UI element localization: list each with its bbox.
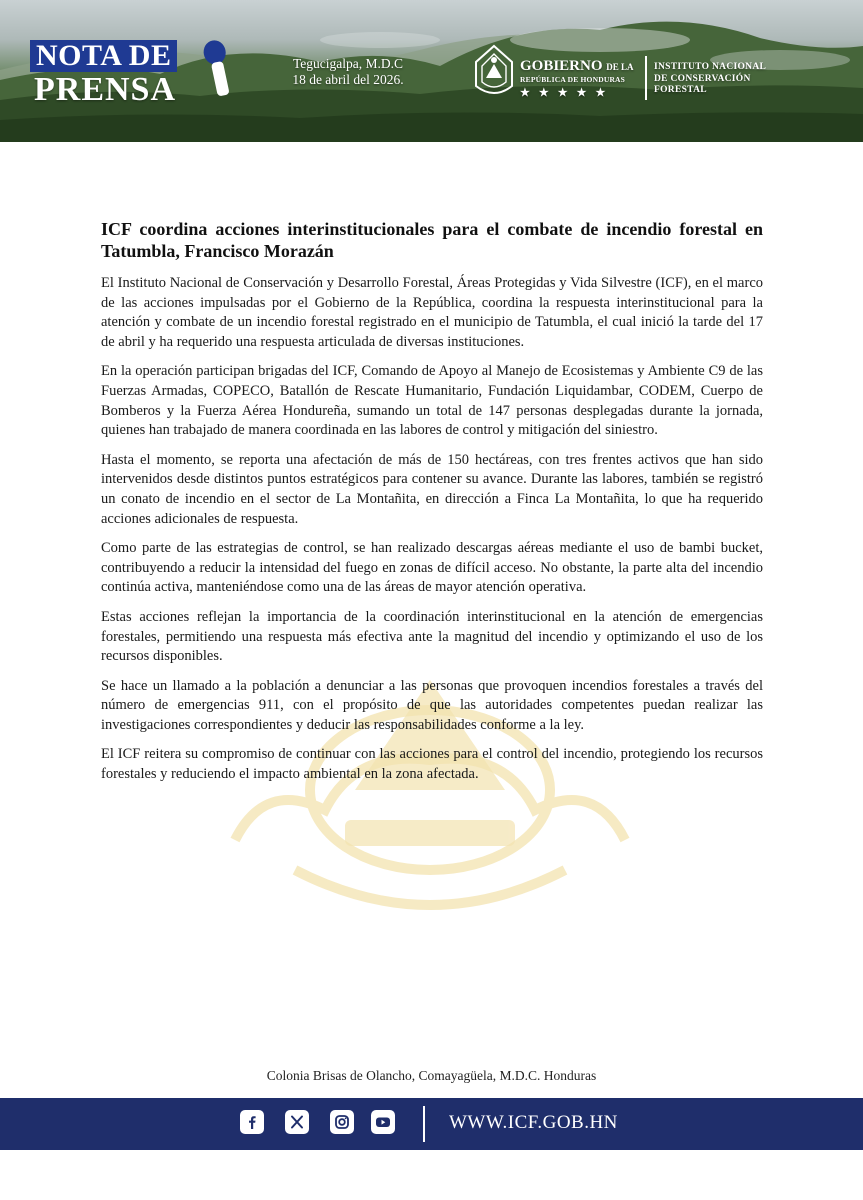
facebook-icon[interactable] <box>240 1110 264 1134</box>
logo-line1: NOTA DE <box>30 40 177 72</box>
paragraph: Estas acciones reflejan la importancia de la coordinación interinstitucional en la atención de emergencias forestales, permitiendo una respuesta más efectiva ante la magnitud del incendio y optimizando el uso de los recursos disponibles. <box>101 608 763 665</box>
icf-line3: FORESTAL <box>654 85 707 95</box>
youtube-icon[interactable] <box>371 1110 395 1134</box>
gov-de-la: DE LA <box>606 62 634 72</box>
header-banner <box>0 0 863 142</box>
icf-line2: DE CONSERVACIÓN <box>654 73 751 84</box>
gov-main: GOBIERNO <box>520 58 603 74</box>
nota-de-prensa-logo <box>30 38 235 108</box>
icf-line1: INSTITUTO NACIONAL <box>654 62 767 72</box>
headline: ICF coordina acciones interinstitucionales para el combate de incendio forestal en Tatumbla, Francisco Morazán <box>101 219 763 261</box>
paragraph: Como parte de las estrategias de control, se han realizado descargas aéreas mediante el uso de bambi bucket, contribuyendo a reducir la intensidad del fuego en zonas de difícil acceso. No obstante, la parte alta del incendio continúa activa, manteniéndose como una de las áreas de mayor atención operativa. <box>101 540 763 596</box>
header-divider <box>645 56 647 100</box>
star-icons: ★★★★★ <box>520 87 615 99</box>
footer-bar <box>0 1098 863 1150</box>
honduras-coat-of-arms-icon <box>472 44 516 100</box>
paragraph: Se hace un llamado a la población a denunciar a las personas que provoquen incendios forestales a través del número de emergencias 911, con el propósito de que las autoridades competentes puedan realizar las investigaciones correspondientes y deducir las responsabilidades conforme a la ley. <box>101 677 763 733</box>
press-release-body <box>101 218 763 795</box>
footer-divider <box>423 1106 425 1142</box>
instagram-icon[interactable] <box>330 1110 354 1134</box>
gobierno-wordmark <box>520 58 634 100</box>
paragraph: Hasta el momento, se reporta una afectación de más de 150 hectáreas, con tres frentes activos que han sido intervenidos desde distintos puntos estratégicos para contener su avance. Durante las labores, también se registró un conato de incendio en el sector de La Montañita, en dirección a Finca La Montañita, lo que ha requerido acciones adicionales de respuesta. <box>101 451 763 527</box>
date: 18 de abril del 2026. <box>292 72 404 87</box>
gov-republic: REPÚBLICA DE HONDURAS <box>520 75 626 84</box>
footer-bottom-space <box>0 1150 863 1200</box>
icf-wordmark <box>654 62 766 97</box>
paragraph: El ICF reitera su compromiso de continuar con las acciones para el control del incendio, protegiendo los recursos forestales y reduciendo el impacto ambiental en la zona afectada. <box>101 746 763 783</box>
x-icon[interactable] <box>285 1110 309 1134</box>
place-date <box>268 56 428 88</box>
place: Tegucigalpa, M.D.C <box>292 56 404 71</box>
footer-address: Colonia Brisas de Olancho, Comayagüela, M.D.C. Honduras <box>266 1068 597 1083</box>
logo-line2: PRENSA <box>34 71 177 108</box>
paragraph: En la operación participan brigadas del ICF, Comando de Apoyo al Manejo de Ecosistemas y Ambiente C9 de las Fuerzas Armadas, COPECO, Batallón de Rescate Humanitario, Fundación Liquidambar, CODEM, Cuerpo de Bomberos y la Fuerza Aérea Hondureña, sumando un total de 147 personas desplegadas durante la jornada, quienes han trabajado de manera coordinada en las labores de control y mitigación del siniestro. <box>101 363 763 439</box>
paragraph: El Instituto Nacional de Conservación y Desarrollo Forestal, Áreas Protegidas y Vida Silvestre (ICF), en el marco de las acciones impulsadas por el Gobierno de la República, coordina la respuesta interinstitucional para la atención y combate de un incendio forestal registrado en el municipio de Tatumbla, el cual inició la tarde del 17 de abril y ha requerido una respuesta articulada de diversas instituciones. <box>101 275 763 350</box>
microphone-icon <box>200 38 236 100</box>
website-link[interactable]: WWW.ICF.GOB.HN <box>449 1112 618 1133</box>
